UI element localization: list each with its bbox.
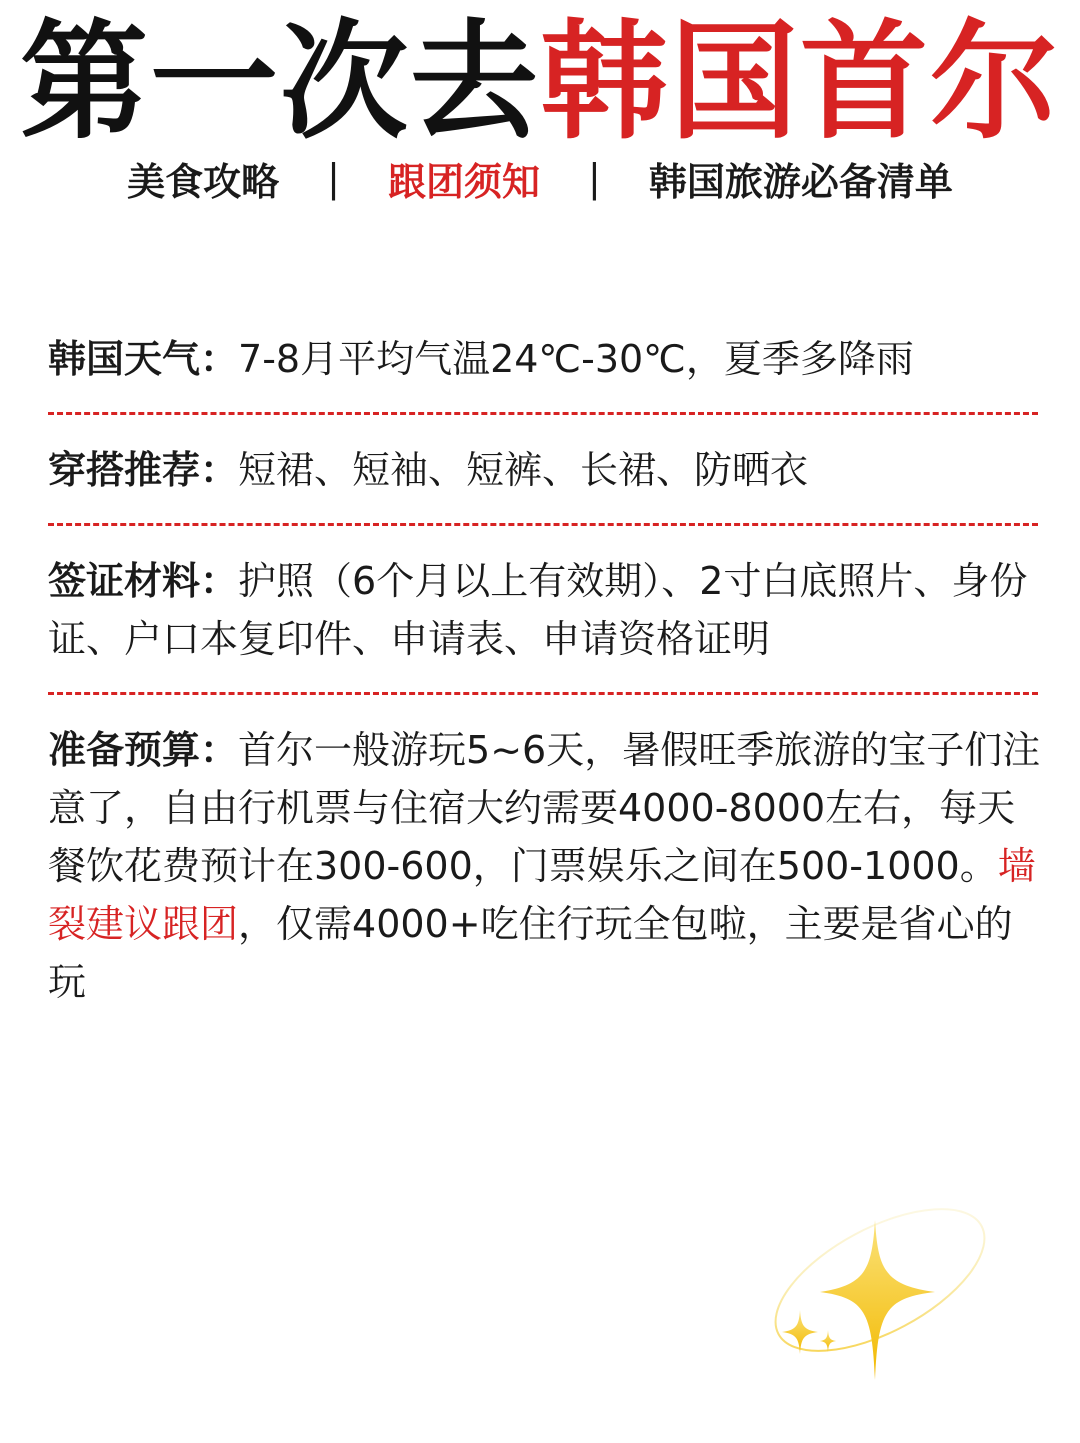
subtitle-separator: | bbox=[327, 156, 340, 200]
subtitle-food-guide: 美食攻略 bbox=[127, 159, 280, 204]
section-label: 韩国天气： bbox=[48, 337, 239, 381]
content-body bbox=[48, 330, 1048, 1011]
section-weather bbox=[48, 330, 1048, 388]
title-part-red: 韩国首尔 bbox=[540, 8, 1061, 157]
section-text: 护照（6个月以上有效期）、2寸白底照片、身份证、户口本复印件、申请表、申请资格证明 bbox=[48, 559, 1028, 661]
subtitle-row bbox=[0, 150, 1080, 206]
section-text: 短裙、短袖、短裤、长裙、防晒衣 bbox=[238, 448, 809, 492]
section-label: 准备预算： bbox=[48, 728, 239, 772]
section-text: 7-8月平均气温24℃-30℃，夏季多降雨 bbox=[238, 337, 914, 381]
section-label: 签证材料： bbox=[48, 559, 239, 603]
page-title bbox=[0, 8, 1080, 158]
subtitle-separator: | bbox=[588, 156, 601, 200]
section-highlight: 墙裂建议跟团 bbox=[48, 844, 1036, 946]
subtitle-tour-notes: 跟团须知 bbox=[387, 159, 540, 204]
subtitle-checklist: 韩国旅游必备清单 bbox=[648, 159, 953, 204]
dashed-divider bbox=[48, 523, 1038, 526]
sparkle-icon bbox=[760, 1180, 1000, 1400]
section-label: 穿搭推荐： bbox=[48, 448, 239, 492]
section-text: ，仅需4000+吃住行玩全包啦，主要是省心的玩 bbox=[48, 902, 1013, 1004]
section-text: 首尔一般游玩5~6天，暑假旺季旅游的宝子们注意了，自由行机票与住宿大约需要4000-8000左右，每天餐饮花费预计在300-600，门票娱乐之间在500-1000。 bbox=[48, 728, 1041, 888]
section-outfit bbox=[48, 441, 1048, 499]
dashed-divider bbox=[48, 692, 1038, 695]
section-budget bbox=[48, 721, 1048, 1011]
title-part-black: 第一次去 bbox=[19, 8, 540, 157]
dashed-divider bbox=[48, 412, 1038, 415]
section-visa bbox=[48, 552, 1048, 668]
